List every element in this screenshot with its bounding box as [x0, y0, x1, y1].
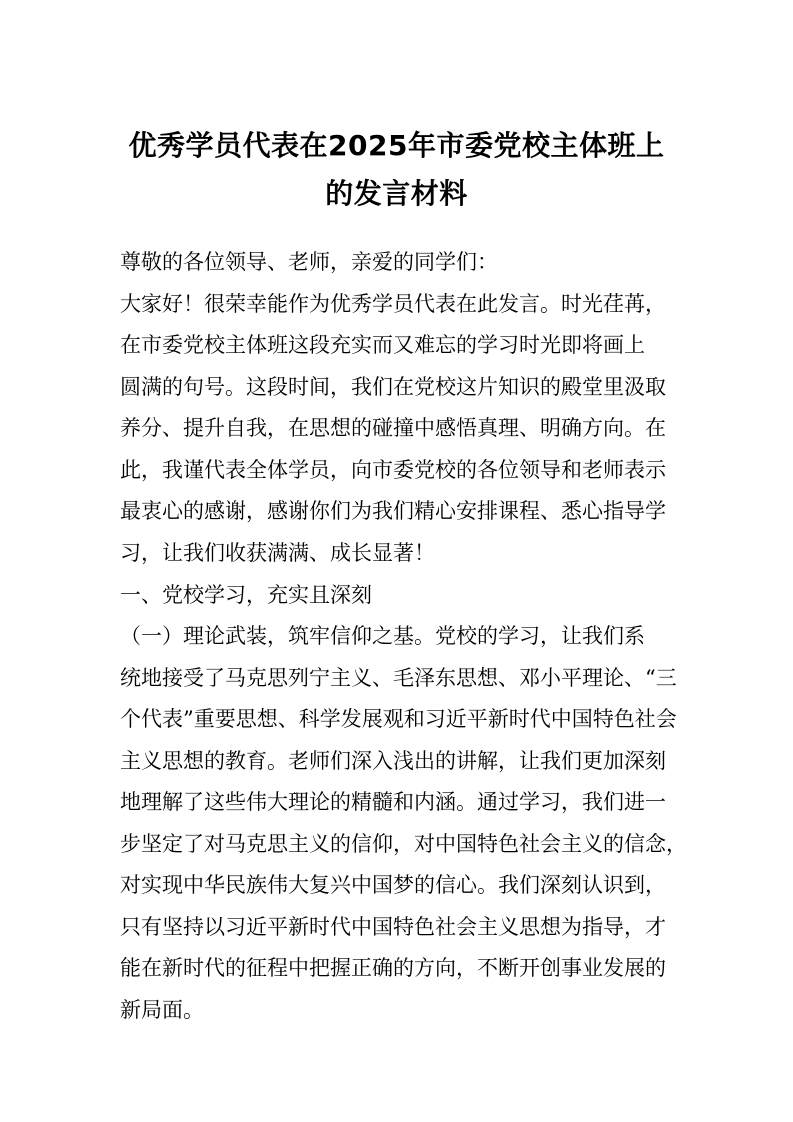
body-line: 新局面。: [120, 998, 204, 1022]
body-line: 大家好！很荣幸能作为优秀学员代表在此发言。时光荏苒，: [120, 292, 666, 316]
body-line: 在市委党校主体班这段充实而又难忘的学习时光即将画上: [120, 333, 645, 357]
document-title-line-1: 优秀学员代表在2025年市委党校主体班上: [128, 129, 665, 162]
body-line: 个代表”重要思想、科学发展观和习近平新时代中国特色社会: [120, 707, 677, 731]
body-line: 此，我谨代表全体学员，向市委党校的各位领导和老师表示: [120, 458, 666, 482]
body-line: （一）理论武装，筑牢信仰之基。党校的学习，让我们系: [120, 624, 645, 648]
body-line: 地理解了这些伟大理论的精髓和内涵。通过学习，我们进一: [120, 790, 666, 814]
body-line: 对实现中华民族伟大复兴中国梦的信心。我们深刻认识到，: [120, 873, 666, 897]
body-line: 习，让我们收获满满、成长显著！: [120, 541, 435, 565]
body-line: 只有坚持以习近平新时代中国特色社会主义思想为指导，才: [120, 915, 666, 939]
body-line: 主义思想的教育。老师们深入浅出的讲解，让我们更加深刻: [120, 749, 666, 773]
body-line: 圆满的句号。这段时间，我们在党校这片知识的殿堂里汲取: [120, 375, 666, 399]
body-line: 最衷心的感谢，感谢你们为我们精心安排课程、悉心指导学: [120, 499, 666, 523]
salutation: 尊敬的各位领导、老师，亲爱的同学们：: [120, 250, 498, 274]
document-title-line-2: 的发言材料: [325, 177, 468, 210]
body-line: 统地接受了马克思列宁主义、毛泽东思想、邓小平理论、“三: [120, 666, 677, 690]
section-heading: 一、党校学习，充实且深刻: [120, 583, 372, 607]
body-line: 步坚定了对马克思主义的信仰，对中国特色社会主义的信念，: [120, 832, 687, 856]
body-line: 养分、提升自我，在思想的碰撞中感悟真理、明确方向。在: [120, 416, 666, 440]
body-line: 能在新时代的征程中把握正确的方向，不断开创事业发展的: [120, 956, 666, 980]
